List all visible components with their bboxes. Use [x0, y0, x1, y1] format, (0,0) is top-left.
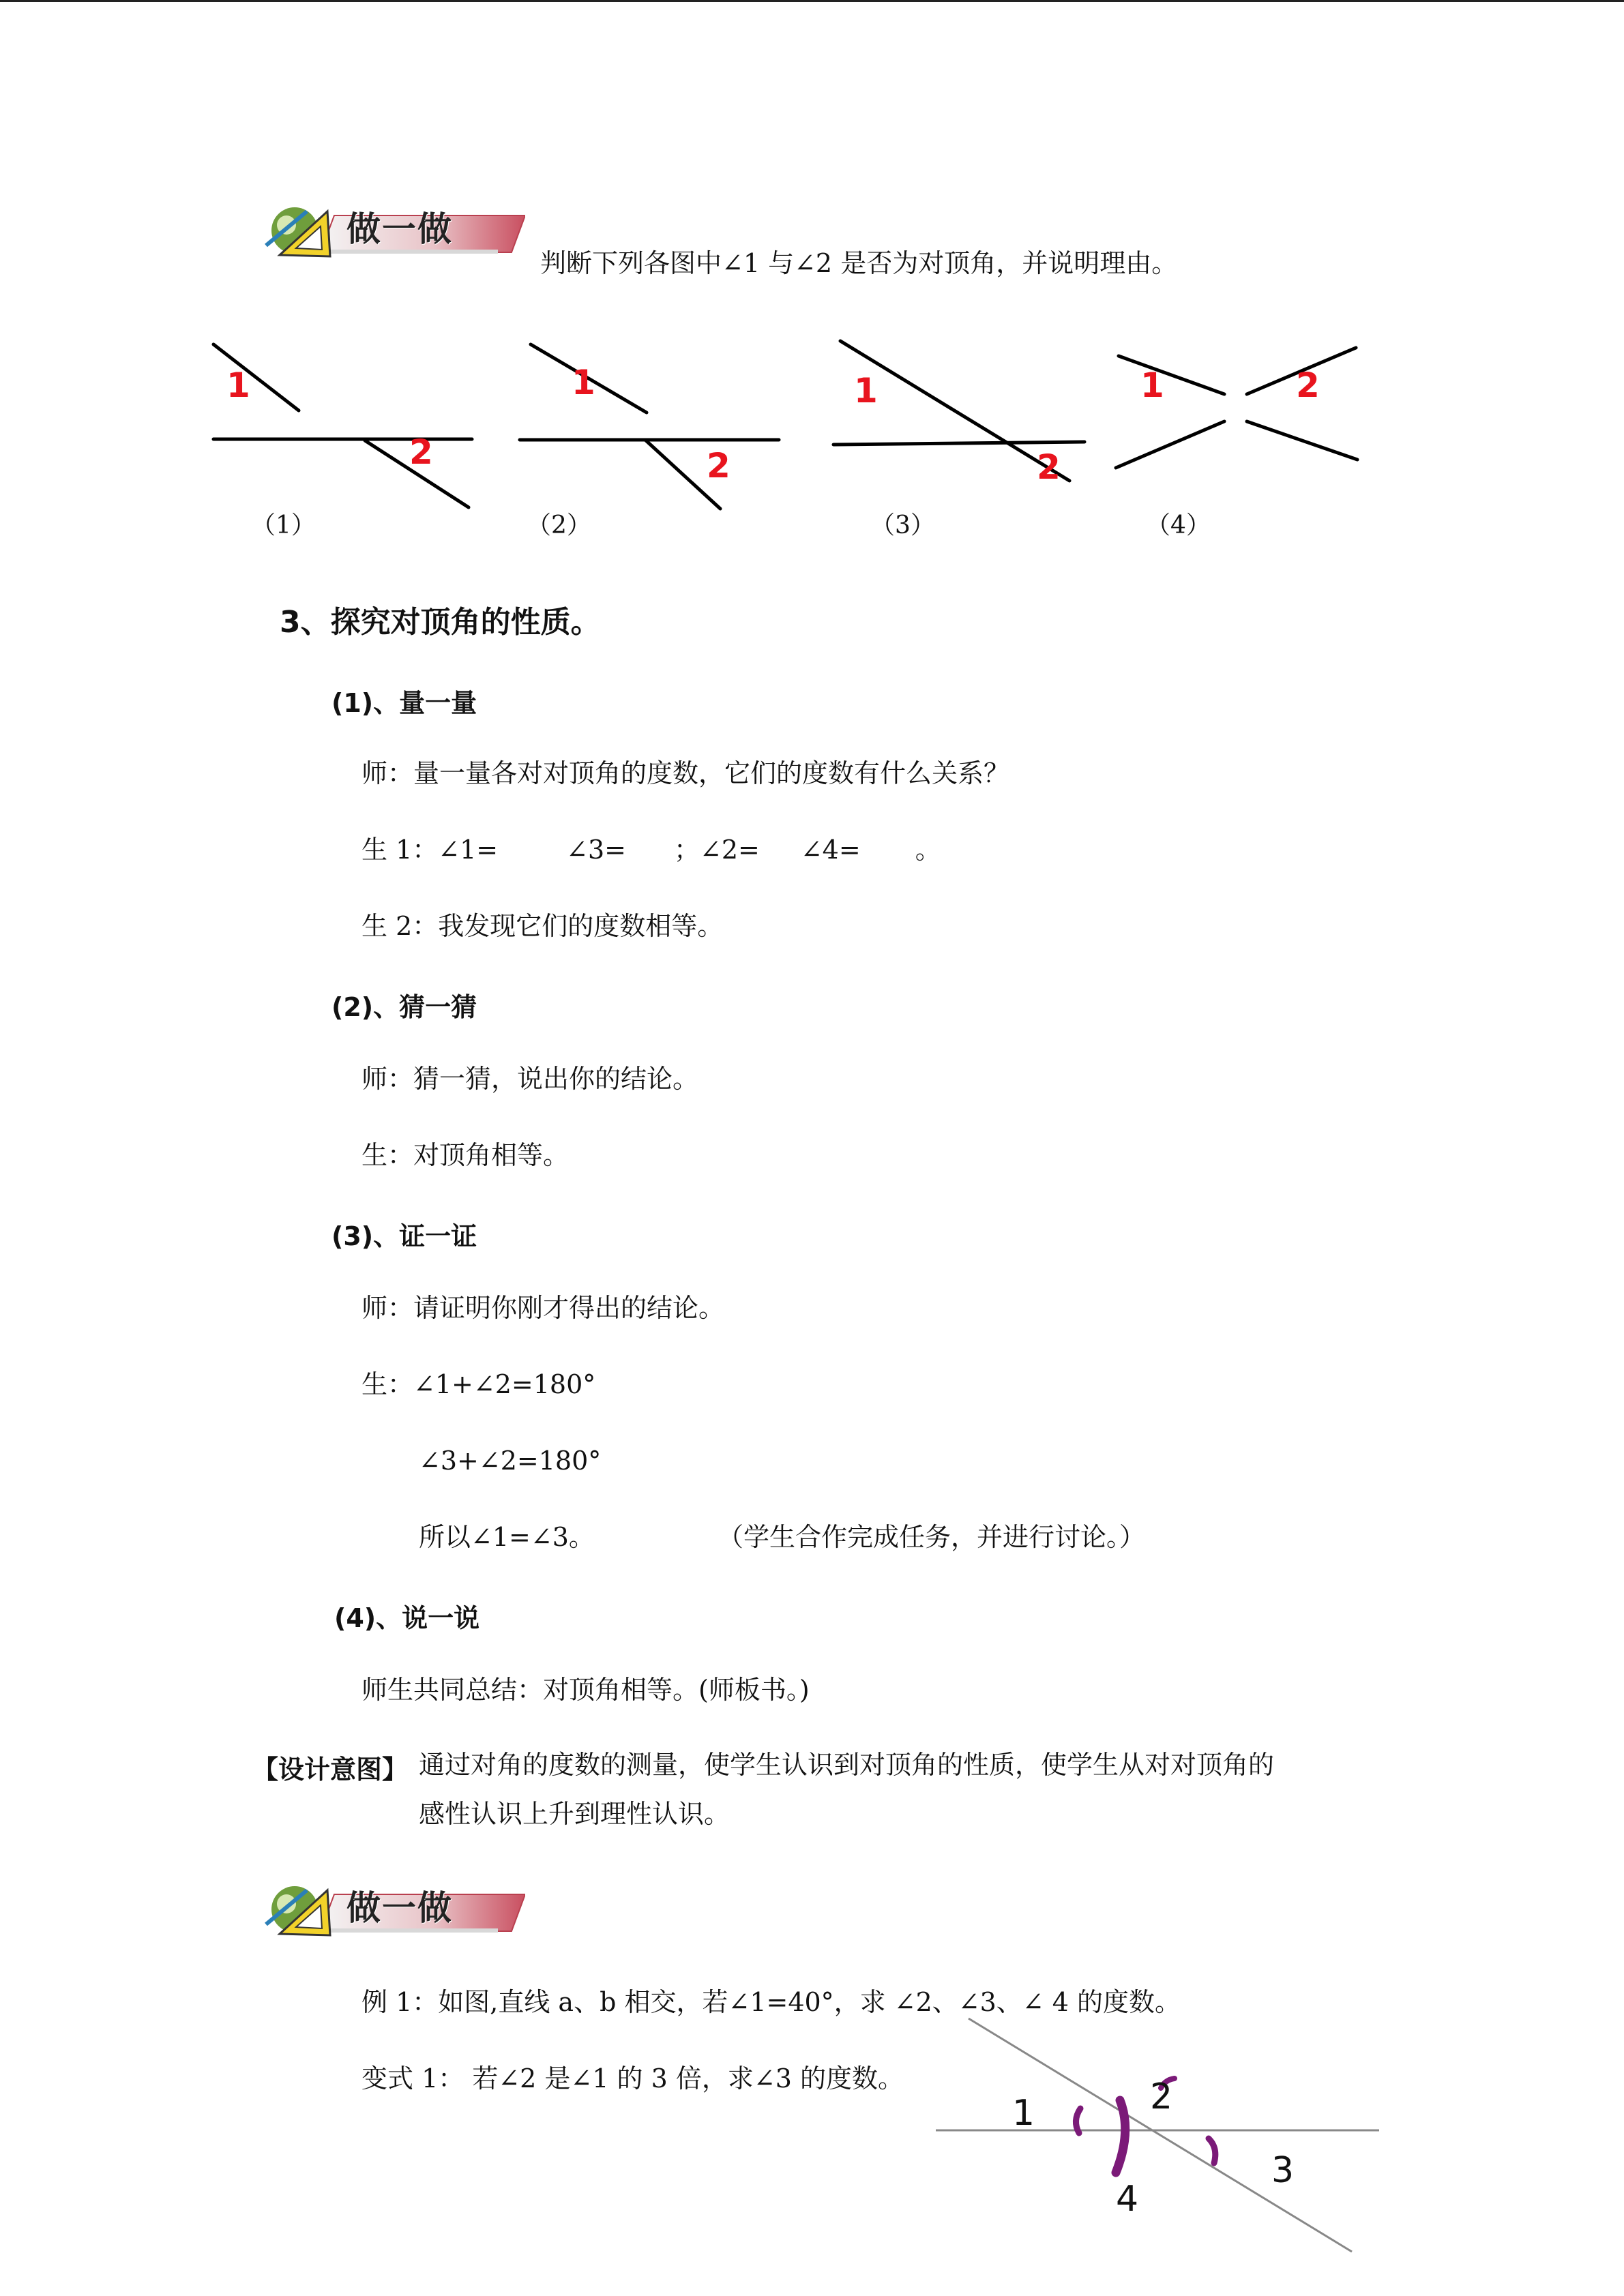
step2-student: 生：对顶角相等。 — [361, 1140, 570, 1170]
fig3-caption: （3） — [870, 511, 935, 539]
example-figure — [928, 2012, 1391, 2267]
student1-angle4: ∠4= — [800, 835, 861, 865]
step2-teacher: 师：猜一猜，说出你的结论。 — [361, 1064, 699, 1094]
student1-sep: ；∠2= — [673, 835, 760, 865]
student1-angle3: ∠3= — [566, 835, 626, 865]
fig2-label-1: 1 — [572, 363, 595, 402]
do-it-badge-2 — [259, 1877, 525, 1942]
step1-teacher: 师：量一量各对对顶角的度数，它们的度数有什么关系？ — [361, 758, 1010, 788]
proof-note: （学生合作完成任务，并进行讨论。） — [718, 1522, 1146, 1552]
step1-heading: (1)、量一量 — [331, 688, 477, 718]
step3-teacher: 师：请证明你刚才得出的结论。 — [361, 1293, 725, 1323]
fig4-label-2: 2 — [1296, 366, 1320, 405]
step2-heading: (2)、猜一猜 — [331, 992, 477, 1022]
design-intent-label: 【设计意图】 — [252, 1755, 409, 1785]
fig2-caption: （2） — [527, 511, 591, 539]
design-intent-line2: 感性认识上升到理性认识。 — [419, 1799, 730, 1829]
intersecting-lines-figure — [928, 2012, 1391, 2264]
badge-title: 做一做 — [346, 209, 453, 249]
angle-label-2: 2 — [1150, 2076, 1173, 2117]
student1-prefix: 生 1：∠1= — [361, 835, 499, 865]
fig1-label-1: 1 — [226, 366, 250, 405]
fig4-label-1: 1 — [1140, 366, 1164, 405]
fig1-caption: （1） — [251, 511, 316, 539]
angle-label-4: 4 — [1116, 2179, 1139, 2220]
proof-line2: ∠3+∠2=180° — [419, 1446, 602, 1476]
step4-heading: (4)、说一说 — [334, 1603, 480, 1633]
angle-label-1: 1 — [1012, 2093, 1035, 2134]
fig4-caption: （4） — [1146, 511, 1211, 539]
vertical-angle-figures — [205, 334, 1378, 532]
step1-student1 — [361, 833, 941, 866]
step4-summary: 师生共同总结：对顶角相等。(师板书。) — [361, 1675, 810, 1705]
fig2-label-2: 2 — [707, 446, 730, 486]
variant1: 变式 1： 若∠2 是∠1 的 3 倍，求∠3 的度数。 — [361, 2063, 904, 2093]
fig3-label-2: 2 — [1037, 447, 1061, 487]
section3-heading: 3、探究对顶角的性质。 — [280, 605, 601, 640]
fig3-label-1: 1 — [854, 371, 878, 411]
badge-title-2: 做一做 — [346, 1888, 453, 1928]
proof-line3: 所以∠1=∠3。 — [419, 1522, 595, 1552]
exercise1-instruction: 判断下列各图中∠1 与∠2 是否为对顶角，并说明理由。 — [540, 248, 1178, 278]
fig1-label-2: 2 — [409, 432, 433, 472]
top-border — [0, 0, 1624, 2]
example1: 例 1：如图,直线 a、b 相交，若∠1=40°，求 ∠2、∠3、∠ 4 的度数。 — [361, 1987, 1181, 2017]
step3-heading: (3)、证一证 — [331, 1221, 477, 1251]
step1-student2: 生 2：我发现它们的度数相等。 — [361, 911, 724, 941]
proof-line1: 生：∠1+∠2=180° — [361, 1369, 596, 1399]
figure-row — [205, 334, 1378, 535]
student1-end: 。 — [915, 835, 941, 865]
angle-label-3: 3 — [1271, 2150, 1295, 2191]
design-intent-line1: 通过对角的度数的测量，使学生认识到对顶角的性质，使学生从对对顶角的 — [419, 1750, 1275, 1780]
do-it-badge — [259, 198, 525, 263]
